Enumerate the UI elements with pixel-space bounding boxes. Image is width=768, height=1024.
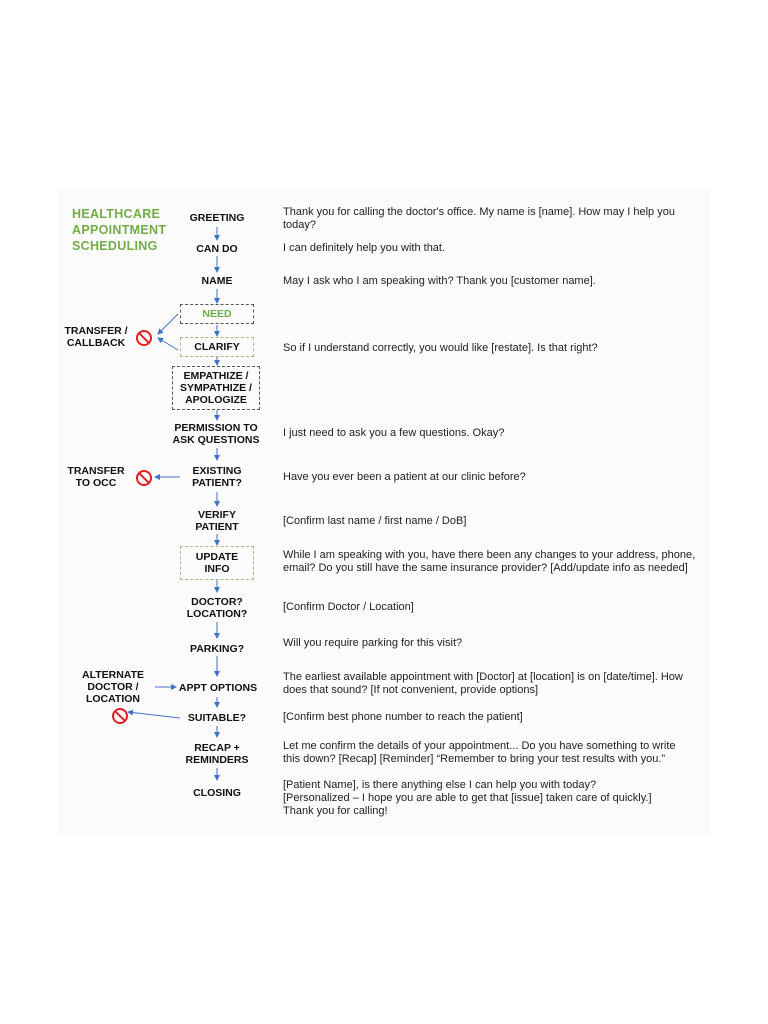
step-greeting <box>180 210 254 226</box>
step-label: PATIENT? <box>192 477 242 489</box>
step-label: UPDATE <box>195 551 239 563</box>
arrow-left <box>128 712 180 718</box>
script-line: Let me confirm the details of your appointment... Do you have something to write <box>283 740 676 752</box>
side-label: DOCTOR / <box>87 681 139 693</box>
side-transfer-occ <box>62 465 130 489</box>
side-alternate-doctor <box>76 669 150 705</box>
step-doctor-location <box>176 594 258 622</box>
script-parking <box>283 637 703 650</box>
script-line: email? Do you still have the same insurance provider? [Add/update info as needed] <box>283 562 688 574</box>
arrow-left <box>158 338 178 350</box>
title-line: SCHEDULING <box>72 239 158 253</box>
side-label: ALTERNATE <box>81 669 145 681</box>
script-clarify <box>283 342 703 355</box>
step-label: ASK QUESTIONS <box>172 434 260 446</box>
script-verify <box>283 515 703 528</box>
title-line: APPOINTMENT <box>72 223 167 237</box>
script-line: May I ask who I am speaking with? Thank you [customer name]. <box>283 275 596 287</box>
no-entry-icon <box>136 330 152 346</box>
script-line: [Confirm best phone number to reach the patient] <box>283 711 523 723</box>
script-closing <box>283 779 703 818</box>
script-can-do <box>283 242 703 255</box>
side-label: CALLBACK <box>66 337 126 349</box>
side-label: LOCATION <box>85 693 141 705</box>
step-update-info <box>180 546 254 580</box>
script-line: The earliest available appointment with [Doctor] at [location] is on [date/time]. How <box>283 671 683 683</box>
script-line: Will you require parking for this visit? <box>283 637 463 649</box>
script-line: [Personalized – I hope you are able to get that [issue] taken care of quickly.] <box>283 792 652 804</box>
step-closing <box>180 785 254 801</box>
script-line: [Patient Name], is there anything else I can help you with today? <box>283 779 597 791</box>
script-suitable <box>283 711 703 724</box>
script-name <box>283 275 703 288</box>
step-verify-patient <box>180 507 254 535</box>
step-appt-options <box>176 680 260 696</box>
step-label: NEED <box>202 308 232 320</box>
side-label: TO OCC <box>75 477 117 489</box>
script-line: Thank you for calling! <box>283 805 388 817</box>
step-label: CLOSING <box>193 787 241 799</box>
step-label: CAN DO <box>196 243 238 255</box>
script-line: Have you ever been a patient at our clinic before? <box>283 471 526 483</box>
step-label: DOCTOR? <box>191 596 243 608</box>
step-label: PATIENT <box>195 521 239 533</box>
script-recap <box>283 740 703 766</box>
step-label: SYMPATHIZE / <box>180 382 252 394</box>
script-line: So if I understand correctly, you would like [restate]. Is that right? <box>283 342 598 354</box>
script-line: [Confirm Doctor / Location] <box>283 601 414 613</box>
step-label: INFO <box>204 563 230 575</box>
step-need <box>180 304 254 324</box>
step-label: NAME <box>201 275 233 287</box>
step-label: CLARIFY <box>194 341 240 353</box>
title-line: HEALTHCARE <box>72 207 161 221</box>
script-line: today? <box>283 219 317 231</box>
step-label: PERMISSION TO <box>174 422 258 434</box>
script-line: I just need to ask you a few questions. Okay? <box>283 427 505 439</box>
step-label: APOLOGIZE <box>185 394 247 406</box>
script-line: this down? [Recap] [Reminder] “Remember to bring your test results with you.” <box>283 753 666 765</box>
step-label: VERIFY <box>198 509 236 521</box>
script-line: I can definitely help you with that. <box>283 242 446 254</box>
script-greeting <box>283 206 703 232</box>
step-parking <box>180 641 254 657</box>
arrow-left <box>158 314 178 334</box>
step-suitable <box>180 710 254 726</box>
step-existing-patient <box>180 463 254 491</box>
script-line: does that sound? [If not convenient, provide options] <box>283 684 539 696</box>
step-label: APPT OPTIONS <box>178 682 258 694</box>
script-permission <box>283 427 703 440</box>
step-label: PARKING? <box>189 643 245 655</box>
step-label: RECAP + <box>194 742 240 754</box>
side-transfer-callback <box>62 325 130 349</box>
script-existing <box>283 471 703 484</box>
step-empathize <box>172 366 260 410</box>
side-label: TRANSFER / <box>64 325 128 337</box>
script-line: Thank you for calling the doctor's office. My name is [name]. How may I help you <box>283 206 675 218</box>
step-recap-reminders <box>176 740 258 768</box>
no-entry-icon <box>136 470 152 486</box>
side-label: TRANSFER <box>67 465 125 477</box>
script-line: [Confirm last name / first name / DoB] <box>283 515 467 527</box>
step-can-do <box>180 241 254 257</box>
step-label: GREETING <box>189 212 245 224</box>
script-doctor <box>283 601 703 614</box>
script-appt-options <box>283 671 703 697</box>
step-permission <box>168 420 264 448</box>
step-label: LOCATION? <box>186 608 248 620</box>
step-clarify <box>180 337 254 357</box>
step-label: SUITABLE? <box>187 712 247 724</box>
step-name <box>180 273 254 289</box>
no-entry-icon <box>112 708 128 724</box>
step-label: REMINDERS <box>185 754 249 766</box>
step-label: EMPATHIZE / <box>183 370 249 382</box>
script-update <box>283 549 703 575</box>
script-line: While I am speaking with you, have there been any changes to your address, phone, <box>283 549 696 561</box>
step-label: EXISTING <box>192 465 242 477</box>
